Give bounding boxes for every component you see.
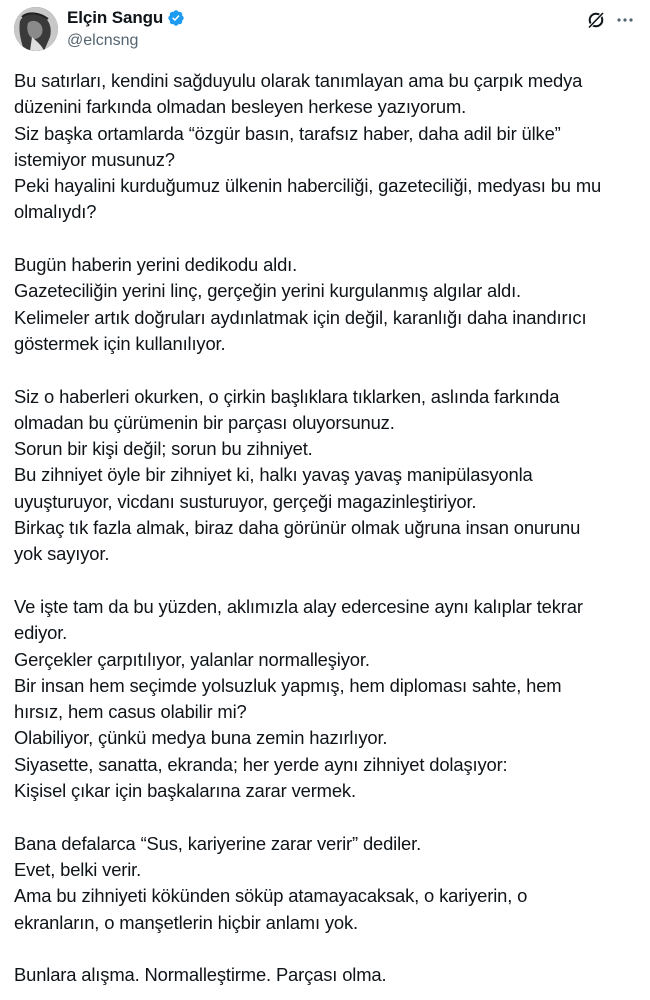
more-horizontal-icon[interactable] bbox=[614, 10, 636, 30]
tweet-paragraph-1 bbox=[14, 68, 639, 226]
display-name[interactable]: Elçin Sangu bbox=[67, 8, 164, 27]
text-line: olmalıydı? bbox=[14, 201, 97, 223]
author-name-row bbox=[67, 7, 185, 29]
text-line: Kelimeler artık doğruları aydınlatmak için değil, karanlığı daha inandırıcı bbox=[14, 306, 587, 328]
text-line: Gazeteciliğin yerini linç, gerçeğin yerini kurgulanmış algılar aldı. bbox=[14, 280, 522, 302]
text-line: Gerçekler çarpıtılıyor, yalanlar normalleşiyor. bbox=[14, 648, 370, 670]
text-line: yok sayıyor. bbox=[14, 543, 110, 565]
tweet-paragraph-3 bbox=[14, 384, 639, 568]
author-info bbox=[67, 7, 185, 50]
text-line: Sorun bir kişi değil; sorun bu zihniyet. bbox=[14, 438, 313, 460]
avatar-photo-icon bbox=[14, 7, 58, 51]
text-line: Kişisel çıkar için başkalarına zarar vermek. bbox=[14, 780, 356, 802]
text-line: Olabiliyor, çünkü medya buna zemin hazırlıyor. bbox=[14, 727, 388, 749]
tweet-header bbox=[0, 0, 650, 60]
tweet-paragraph-5 bbox=[14, 831, 639, 936]
text-line: ekranların, o manşetlerin hiçbir anlamı yok. bbox=[14, 911, 358, 933]
text-line: Siyasette, sanatta, ekranda; her yerde aynı zihniyet dolaşıyor: bbox=[14, 753, 508, 775]
verified-badge-icon[interactable] bbox=[167, 9, 185, 27]
text-line: Bir insan hem seçimde yolsuzluk yapmış, hem diploması sahte, hem bbox=[14, 674, 562, 696]
text-line: istemiyor musunuz? bbox=[14, 148, 175, 170]
text-line: Bana defalarca “Sus, kariyerine zarar verir” dediler. bbox=[14, 832, 422, 854]
text-line: Evet, belki verir. bbox=[14, 858, 142, 880]
tweet-paragraph-2 bbox=[14, 252, 639, 357]
text-line: Siz o haberleri okurken, o çirkin başlıklara tıklarken, aslında farkında bbox=[14, 385, 560, 407]
tweet-text bbox=[14, 68, 639, 988]
text-line: Siz başka ortamlarda “özgür basın, tarafsız haber, daha adil bir ülke” bbox=[14, 122, 561, 144]
text-line: Bu zihniyet öyle bir zihniyet ki, halkı yavaş yavaş manipülasyonla bbox=[14, 464, 533, 486]
text-line: hırsız, hem casus olabilir mi? bbox=[14, 701, 247, 723]
avatar[interactable] bbox=[14, 7, 58, 51]
text-line: göstermek için kullanılıyor. bbox=[14, 332, 226, 354]
grok-icon[interactable] bbox=[586, 10, 606, 30]
tweet-paragraph-4 bbox=[14, 594, 639, 804]
text-line: Bu satırları, kendini sağduyulu olarak tanımlayan ama bu çarpık medya bbox=[14, 70, 583, 91]
text-line: Ve işte tam da bu yüzden, aklımızla alay edercesine aynı kalıplar tekrar bbox=[14, 595, 583, 617]
text-line: Bunlara alışma. Normalleştirme. Parçası olma. bbox=[14, 964, 387, 986]
text-line: Peki hayalini kurduğumuz ülkenin haberciliği, gazeteciliği, medyası bu mu bbox=[14, 175, 602, 197]
text-line: Ama bu zihniyeti kökünden söküp atamayacaksak, o kariyerin, o bbox=[14, 885, 528, 907]
text-line: Bugün haberin yerini dedikodu aldı. bbox=[14, 254, 298, 276]
text-line: ediyor. bbox=[14, 622, 68, 644]
text-line: olmadan bu çürümenin bir parçası oluyorsunuz. bbox=[14, 411, 395, 433]
text-line: uyuşturuyor, vicdanı susturuyor, gerçeği magazinleştiriyor. bbox=[14, 490, 477, 512]
author-handle[interactable]: @elcnsng bbox=[67, 32, 139, 49]
text-line: Birkaç tık fazla almak, biraz daha görünür olmak uğruna insan onurunu bbox=[14, 517, 581, 539]
tweet-paragraph-6 bbox=[14, 962, 639, 988]
text-line: düzenini farkında olmadan besleyen herkese yazıyorum. bbox=[14, 96, 467, 118]
